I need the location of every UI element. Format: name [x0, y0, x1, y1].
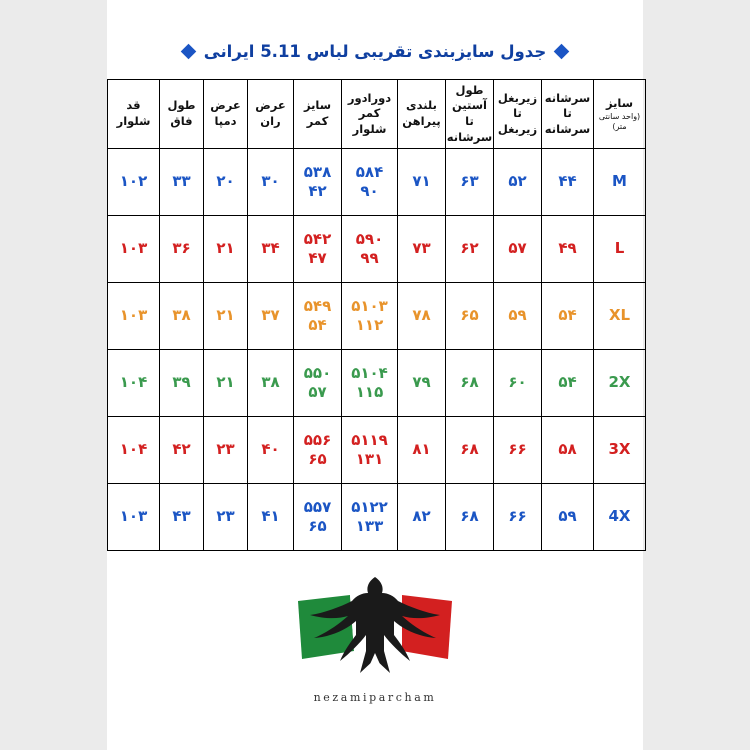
size-chart-table: [107, 79, 646, 551]
cell-waist-round: [342, 417, 398, 484]
cell-pant-length: ۱۰۳: [108, 484, 160, 551]
column-header-size: [594, 80, 646, 149]
table-header: [108, 80, 646, 149]
cell-waist-round-top: ۵۱۰۳: [351, 296, 388, 315]
cell-waist-round-top: ۵۱۰۴: [351, 363, 388, 382]
cell-thigh-width: ۳۸: [248, 350, 294, 417]
diamond-icon-right: [554, 44, 570, 60]
column-header-underarm: زیربغل تا زیربغل: [494, 80, 542, 149]
cell-waist-round: [342, 350, 398, 417]
cell-waist-size-top: ۵۵۷: [303, 497, 332, 516]
cell-waist-size: [294, 216, 342, 283]
cell-sleeve: ۶۳: [446, 149, 494, 216]
cell-pant-length: ۱۰۴: [108, 350, 160, 417]
cell-waist-round: [342, 484, 398, 551]
brand-name: nezamiparcham: [313, 691, 437, 704]
cell-hem-width: ۲۳: [204, 484, 248, 551]
table-row: [108, 484, 646, 551]
table-row: [108, 216, 646, 283]
cell-underarm: ۶۶: [494, 417, 542, 484]
cell-thigh-width: ۳۷: [248, 283, 294, 350]
column-header-sleeve: طول آستین تا سرشانه: [446, 80, 494, 149]
column-header-shoulder: سرشانه تا سرشانه: [542, 80, 594, 149]
cell-waist-size-top: ۵۴۹: [303, 296, 332, 315]
cell-waist-size-top: ۵۳۸: [303, 162, 332, 181]
table-row: [108, 149, 646, 216]
cell-sleeve: ۶۸: [446, 484, 494, 551]
column-header-pant-length: قد شلوار: [108, 80, 160, 149]
cell-waist-size: [294, 283, 342, 350]
cell-waist-round-top: ۵۸۴: [355, 162, 384, 181]
cell-size: L: [594, 216, 646, 283]
cell-underarm: ۵۲: [494, 149, 542, 216]
cell-size: 4X: [594, 484, 646, 551]
cell-shoulder: ۵۴: [542, 283, 594, 350]
table-body: [108, 149, 646, 551]
cell-size: 3X: [594, 417, 646, 484]
cell-waist-size-bottom: ۴۲: [308, 182, 327, 200]
cell-waist-size: [294, 417, 342, 484]
cell-waist-size-bottom: ۵۷: [308, 383, 327, 401]
cell-size: 2X: [594, 350, 646, 417]
cell-underarm: ۶۶: [494, 484, 542, 551]
cell-sleeve: ۶۸: [446, 417, 494, 484]
column-header-thigh-width: عرض ران: [248, 80, 294, 149]
cell-waist-round-bottom: ۹۰: [360, 182, 379, 200]
cell-waist-size: [294, 149, 342, 216]
cell-waist-size-bottom: ۴۷: [308, 249, 327, 267]
eagle-flag-icon: [280, 573, 470, 683]
cell-shirt-length: ۸۱: [398, 417, 446, 484]
cell-pant-length: ۱۰۴: [108, 417, 160, 484]
diamond-icon-left: [181, 44, 197, 60]
cell-thigh-width: ۳۰: [248, 149, 294, 216]
cell-waist-round-top: ۵۱۲۲: [351, 497, 388, 516]
cell-underarm: ۵۹: [494, 283, 542, 350]
cell-rise-length: ۳۸: [160, 283, 204, 350]
page-title-text: جدول سایزبندی تقریبی لباس 5.11 ایرانی: [203, 42, 547, 61]
cell-pant-length: ۱۰۲: [108, 149, 160, 216]
cell-waist-size-bottom: ۶۵: [308, 517, 327, 535]
cell-hem-width: ۲۱: [204, 283, 248, 350]
cell-shoulder: ۴۴: [542, 149, 594, 216]
cell-waist-size-top: ۵۴۲: [303, 229, 332, 248]
cell-waist-round: [342, 149, 398, 216]
column-header-shirt-length: بلندی پیراهن: [398, 80, 446, 149]
brand-logo: [107, 573, 643, 704]
cell-rise-length: ۳۶: [160, 216, 204, 283]
table-row: [108, 283, 646, 350]
cell-waist-size-top: ۵۵۰: [303, 363, 332, 382]
cell-shoulder: ۴۹: [542, 216, 594, 283]
cell-size: XL: [594, 283, 646, 350]
cell-size: M: [594, 149, 646, 216]
cell-rise-length: ۴۲: [160, 417, 204, 484]
column-header-hem-width: عرض دمپا: [204, 80, 248, 149]
cell-rise-length: ۳۳: [160, 149, 204, 216]
cell-waist-round-bottom: ۱۳۳: [355, 517, 384, 535]
cell-rise-length: ۴۳: [160, 484, 204, 551]
cell-waist-round-bottom: ۱۳۱: [355, 450, 384, 468]
cell-thigh-width: ۴۰: [248, 417, 294, 484]
column-header-rise-length: طول فاق: [160, 80, 204, 149]
cell-shirt-length: ۷۳: [398, 216, 446, 283]
column-header-size-sub: (واحد سانتی متر): [598, 112, 641, 132]
cell-sleeve: ۶۵: [446, 283, 494, 350]
cell-waist-round-bottom: ۱۱۵: [355, 383, 384, 401]
cell-waist-size: [294, 350, 342, 417]
cell-shirt-length: ۷۱: [398, 149, 446, 216]
cell-waist-round-bottom: ۱۱۲: [355, 316, 384, 334]
cell-underarm: ۶۰: [494, 350, 542, 417]
cell-shoulder: ۵۹: [542, 484, 594, 551]
cell-waist-size-bottom: ۵۴: [308, 316, 327, 334]
column-header-waist-round: دورادور کمر شلوار: [342, 80, 398, 149]
cell-thigh-width: ۳۴: [248, 216, 294, 283]
cell-waist-round-top: ۵۱۱۹: [351, 430, 388, 449]
cell-shirt-length: ۷۸: [398, 283, 446, 350]
cell-waist-round-top: ۵۹۰: [355, 229, 384, 248]
page-title: [107, 0, 643, 61]
column-header-waist-size: سایز کمر: [294, 80, 342, 149]
cell-shoulder: ۵۸: [542, 417, 594, 484]
cell-pant-length: ۱۰۳: [108, 283, 160, 350]
cell-waist-round: [342, 283, 398, 350]
cell-waist-size-top: ۵۵۶: [303, 430, 332, 449]
cell-rise-length: ۳۹: [160, 350, 204, 417]
cell-hem-width: ۲۰: [204, 149, 248, 216]
cell-shirt-length: ۸۲: [398, 484, 446, 551]
cell-thigh-width: ۴۱: [248, 484, 294, 551]
cell-hem-width: ۲۳: [204, 417, 248, 484]
cell-hem-width: ۲۱: [204, 350, 248, 417]
table-row: [108, 350, 646, 417]
cell-shoulder: ۵۴: [542, 350, 594, 417]
cell-hem-width: ۲۱: [204, 216, 248, 283]
cell-waist-size: [294, 484, 342, 551]
cell-shirt-length: ۷۹: [398, 350, 446, 417]
table-header-row: [108, 80, 646, 149]
cell-underarm: ۵۷: [494, 216, 542, 283]
cell-waist-size-bottom: ۶۵: [308, 450, 327, 468]
document-page: [107, 0, 643, 750]
column-header-size-label: سایز: [605, 95, 634, 110]
cell-pant-length: ۱۰۳: [108, 216, 160, 283]
table-row: [108, 417, 646, 484]
cell-sleeve: ۶۲: [446, 216, 494, 283]
cell-waist-round-bottom: ۹۹: [360, 249, 379, 267]
cell-sleeve: ۶۸: [446, 350, 494, 417]
cell-waist-round: [342, 216, 398, 283]
